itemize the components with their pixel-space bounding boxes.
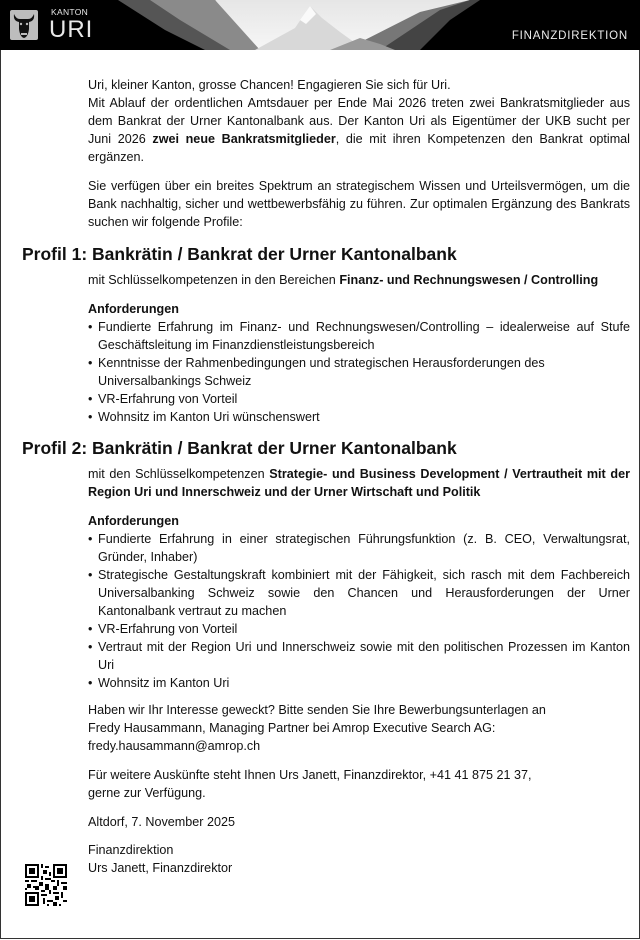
date-place: Altdorf, 7. November 2025: [88, 815, 236, 829]
list-item: • Vertraut mit der Region Uri und Innerschweiz sowie mit den politischen Prozessen im Kanton Uri: [88, 638, 630, 674]
intro-text-end: , die mit ihren Kompetenzen den Bankrat optimal ergänzen.: [88, 132, 630, 164]
kanton-uri-logo: [8, 7, 94, 45]
apply-line-1: Haben wir Ihr Interesse geweckt? Bitte senden Sie Ihre Bewerbungsunterlagen an: [88, 703, 546, 717]
intro-section: [88, 76, 630, 231]
logo-wordmark: [49, 7, 93, 43]
apply-email-link[interactable]: fredy.hausammann@amrop.ch: [88, 739, 261, 753]
profile-2-title: Profil 2: Bankrätin / Bankrat der Urner Kantonalbank: [22, 438, 457, 458]
intro-paragraph: [88, 94, 630, 166]
list-item: • Wohnsitz im Kanton Uri wünschenswert: [88, 408, 630, 426]
profile-1-sub-prefix: mit Schlüsselkompetenzen in den Bereichen: [88, 273, 340, 287]
profile-2-subtitle: [88, 465, 630, 501]
list-item: • Kenntnisse der Rahmenbedingungen und strategischen Herausforderungen des Universalbankings Schweiz: [88, 354, 630, 390]
list-item: • Strategische Gestaltungskraft kombiniert mit der Fähigkeit, sich rasch mit dem Fachbereich Universalbanking Schweiz sowie den Chancen und Herausforderungen der Urner Kantonalbank vertraut zu machen: [88, 566, 630, 620]
profile-1-requirements-list: [88, 318, 630, 426]
apply-line-2: Fredy Hausammann, Managing Partner bei Amrop Executive Search AG:: [88, 721, 496, 735]
signature-name: Urs Janett, Finanzdirektor: [88, 861, 233, 875]
profile-2-requirements-title: Anforderungen: [88, 514, 179, 528]
bull-head-icon: [10, 10, 38, 40]
advertisement-body: [0, 50, 640, 877]
profile-1-subtitle: [88, 271, 630, 289]
contact-info: [88, 766, 630, 802]
intro-text-start: Mit Ablauf der ordentlichen Amtsdauer per Ende Mai 2026 treten zwei Bankratsmitglieder aus dem Bankrat der Urner Kantonalbank aus. Der Kanton Uri als Eigentümer der UKB sucht per Juni 2026: [88, 96, 630, 146]
header-banner: [0, 0, 640, 50]
contact-line-2: gerne zur Verfügung.: [88, 786, 206, 800]
intro-paragraph-2: Sie verfügen über ein breites Spektrum an strategischem Wissen und Urteilsvermögen, um die Bank nachhaltig, sicher und wettbewerbsfähig zu führen. Zur optimalen Ergänzung des Bankrats suchen wir folgende Profile:: [88, 179, 630, 229]
list-item: • Fundierte Erfahrung in einer strategischen Führungsfunktion (z. B. CEO, Verwaltungsrat, Gründer, Inhaber): [88, 530, 630, 566]
profile-2-sub-prefix: mit den Schlüsselkompetenzen: [88, 467, 270, 481]
intro-tagline: Uri, kleiner Kanton, grosse Chancen! Engagieren Sie sich für Uri.: [88, 78, 451, 92]
signature-department: Finanzdirektion: [88, 843, 174, 857]
closing-section: [88, 701, 630, 877]
profile-1-requirements-title: Anforderungen: [88, 302, 179, 316]
profile-2-section: [88, 465, 630, 692]
profile-2-requirements-list: [88, 530, 630, 692]
profile-1-title: Profil 1: Bankrätin / Bankrat der Urner Kantonalbank: [22, 244, 457, 264]
contact-line-1: Für weitere Auskünfte steht Ihnen Urs Janett, Finanzdirektor, +41 41 875 21 37,: [88, 768, 532, 782]
logo-kanton-text: KANTON: [51, 7, 89, 17]
logo-uri-text: URI: [49, 16, 94, 43]
intro-bold-text: zwei neue Bankratsmitglieder: [152, 132, 336, 146]
list-item: • Fundierte Erfahrung im Finanz- und Rechnungswesen/Controlling – idealerweise auf Stufe Geschäftsleitung im Finanzdienstleistungsbereich: [88, 318, 630, 354]
department-label: FINANZDIREKTION: [511, 30, 628, 42]
application-info: [88, 701, 630, 755]
profile-1-sub-bold: Finanz- und Rechnungswesen / Controlling: [339, 273, 599, 287]
list-item: • VR-Erfahrung von Vorteil: [88, 620, 630, 638]
profile-2-sub-bold: Strategie- und Business Development / Vertrautheit mit der Region Uri und Innerschweiz und der Urner Wirtschaft und Politik: [88, 467, 630, 499]
list-item: • Wohnsitz im Kanton Uri: [88, 674, 630, 692]
profile-1-section: [88, 271, 630, 426]
signature-block: [88, 841, 630, 877]
list-item: • VR-Erfahrung von Vorteil: [88, 390, 630, 408]
qr-code-icon[interactable]: [25, 864, 67, 906]
